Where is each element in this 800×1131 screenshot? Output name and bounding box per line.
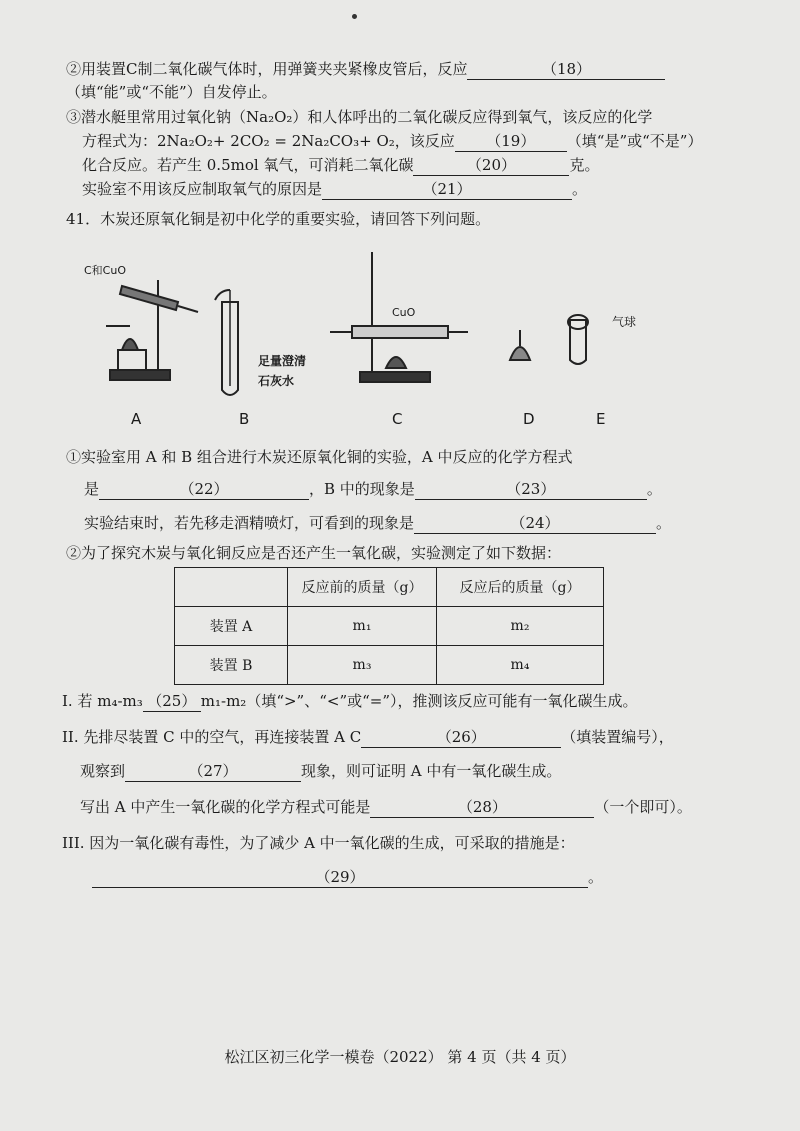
q41-ii-observe: 观察到 [80,762,126,780]
page-footer: 松江区初三化学一模卷（2022） 第 4 页（共 4 页） [224,1048,576,1066]
table-cell: 装置 B [175,646,288,685]
answer-blank-25[interactable] [143,691,201,712]
apparatus-figure [80,250,680,430]
caption-a: A [131,410,142,428]
q40-part3-line3 [82,154,599,176]
answer-blank-19[interactable] [455,131,567,152]
q40-part3-reason: 实验室不用该反应制取氧气的原因是 [82,180,323,198]
table-cell: m₁ [288,607,437,646]
table-row [175,646,604,685]
q41-iii-answer [92,866,603,888]
q41-i-tail: m₁-m₂（填“>”、“<”或“=”），推测该反应可能有一氧化碳生成。 [200,692,638,710]
q40-part3-line1 [66,106,652,128]
q40-equation: 方程式为：2Na₂O₂+ 2CO₂ = 2Na₂CO₃+ O₂，该反应 [82,132,455,150]
apparatus-b [215,290,238,395]
table-header-row [175,568,604,607]
q41-iii-line [62,832,575,854]
apparatus-a-outlet [178,306,198,312]
table-cell: m₃ [288,646,437,685]
caption-e: E [596,410,606,428]
blank-label-19: （19） [486,132,536,150]
q41-title [66,208,490,230]
label-limewater-2: 石灰水 [258,374,295,388]
q40-part3-line4 [82,178,587,200]
q41-ii-line2 [80,760,561,782]
table-cell: m₄ [437,646,604,685]
blank-label-18: （18） [541,60,592,78]
label-balloon: 气球 [612,315,637,329]
table-cell: m₂ [437,607,604,646]
q40-part3-question: 化合反应。若产生 0.5mol 氧气，可消耗二氧化碳 [82,156,414,174]
label-cuo-c: CuO [392,306,416,319]
period: 。 [588,868,604,886]
blank-label-29: （29） [315,868,365,886]
q41-part1-line2 [84,478,662,500]
q41-part1-end-text: 实验结束时，若先移走酒精喷灯，可看到的现象是 [84,514,415,532]
blank-label-21: （21） [422,180,472,198]
blank-label-20: （20） [466,156,516,174]
q41-part1-is: 是 [84,480,100,498]
apparatus-b-pipe-bend [215,290,230,300]
q41-ii-conclusion: 现象，则可证明 A 中有一氧化碳生成。 [301,762,562,780]
q41-ii-note: （一个即可）。 [594,798,692,816]
q40-part3-line2 [82,130,702,152]
answer-blank-26[interactable] [361,727,561,748]
q41-ii-equation-prompt: 写出 A 中产生一氧化碳的化学方程式可能是 [80,798,371,816]
label-c-cuo-a: C和CuO [84,264,126,277]
blank-label-23: （23） [506,480,556,498]
table-header-cell: 反应后的质量（g） [437,568,604,607]
caption-d: D [523,410,535,428]
apparatus-d-lamp [510,347,530,360]
period: 。 [572,180,588,198]
blank-label-26: （26） [436,728,486,746]
period: 。 [646,480,662,498]
q40-part2-tail: （填“能”或“不能”）自发停止。 [66,83,277,101]
answer-blank-28[interactable] [370,797,594,818]
blank-label-22: （22） [179,480,229,498]
q41-part2-text: ②为了探究木炭与氧化铜反应是否还产生一氧化碳，实验测定了如下数据： [66,544,562,562]
blank-label-24: （24） [510,514,560,532]
q40-unit: 克。 [569,156,600,174]
q41-part2-intro [66,542,561,564]
answer-blank-20[interactable] [413,155,569,176]
blank-label-25: （25） [147,692,197,710]
q40-part3-hint: （填“是”或“不是”） [566,132,703,150]
period: 。 [656,514,672,532]
apparatus-a [106,280,198,380]
blank-label-27: （27） [188,762,238,780]
caption-c: C [392,410,403,428]
q41-ii-hint: （填装置编号）， [561,728,674,746]
punch-dot [352,14,357,19]
q40-part3-text: ③潜水艇里常用过氧化钠（Na₂O₂）和人体呼出的二氧化碳反应得到氧气，该反应的化学 [66,108,653,126]
q40-part2-text: ②用装置C制二氧化碳气体时，用弹簧夹夹紧橡皮管后，反应 [66,60,468,78]
answer-blank-29[interactable] [92,867,588,888]
apparatus-c-base [360,372,430,382]
apparatus-a-lamp [118,350,146,370]
q41-ii-line1 [62,726,674,748]
q41-part1-line1 [66,446,573,468]
apparatus-e [568,315,588,364]
answer-blank-21[interactable] [322,179,572,200]
answer-blank-22[interactable] [99,479,309,500]
q41-ii-text: II. 先排尽装置 C 中的空气，再连接装置 A C [62,728,362,746]
apparatus-a-tube [120,286,178,310]
caption-b: B [239,410,250,428]
apparatus-a-burner [122,339,138,350]
q41-title-text: 41．木炭还原氧化铜是初中化学的重要实验，请回答下列问题。 [66,210,491,228]
apparatus-e-tube [570,320,586,364]
label-limewater-1: 足量澄清 [258,354,307,368]
table-header-cell [175,568,288,607]
mass-data-table [174,567,604,685]
q40-part2-line1 [66,58,665,80]
q40-part2-line2 [66,81,277,103]
q41-ii-line3 [80,796,692,818]
answer-blank-18[interactable] [467,59,665,80]
q41-part1-text: ①实验室用 A 和 B 组合进行木炭还原氧化铜的实验，A 中反应的化学方程式 [66,448,573,466]
q41-part1-b-phenomenon: ，B 中的现象是 [309,480,415,498]
q41-i-line [62,690,638,712]
apparatus-a-base [110,370,170,380]
table-cell: 装置 A [175,607,288,646]
q41-iii-text: III. 因为一氧化碳有毒性，为了减少 A 中一氧化碳的生成，可采取的措施是： [62,834,575,852]
table-row [175,607,604,646]
q41-i-text: I. 若 m₄-m₃ [62,692,143,710]
apparatus-d [510,330,530,360]
q41-part1-line3 [84,512,671,534]
blank-label-28: （28） [457,798,507,816]
answer-blank-27[interactable] [125,761,301,782]
answer-blank-24[interactable] [414,513,656,534]
answer-blank-23[interactable] [415,479,647,500]
apparatus-c-tube [352,326,448,338]
apparatus-c-burner [386,357,406,368]
table-header-cell: 反应前的质量（g） [288,568,437,607]
